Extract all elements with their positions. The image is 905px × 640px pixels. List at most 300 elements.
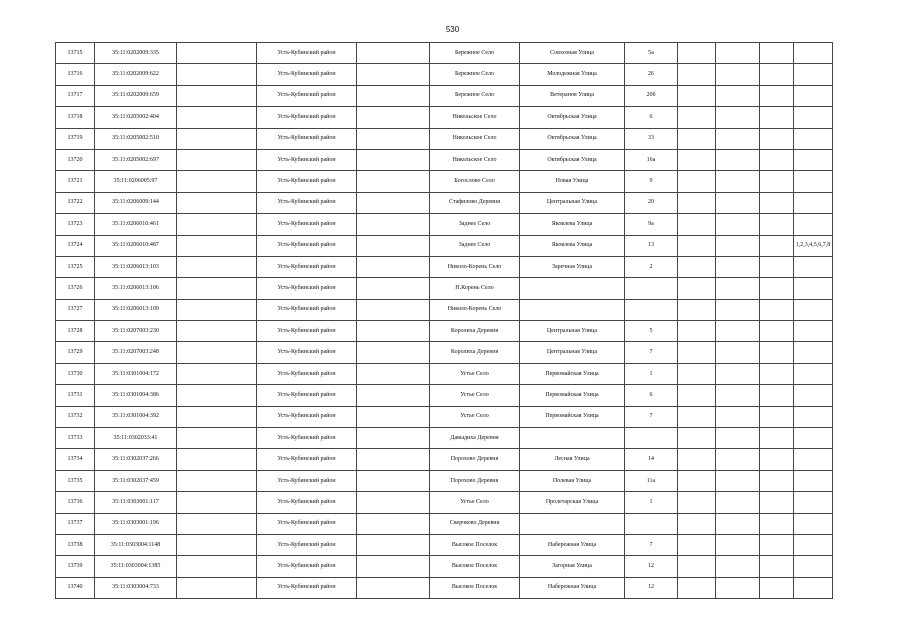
cell-street	[520, 278, 625, 299]
cell-house	[625, 278, 678, 299]
cell-empty	[678, 128, 716, 149]
cell-cadastral-number: 35:11:0301004:172	[95, 363, 177, 384]
cell-empty	[716, 43, 760, 64]
cell-empty	[760, 385, 794, 406]
cell-empty	[716, 342, 760, 363]
cell-empty	[177, 534, 257, 555]
cell-district: Усть-Кубинский район	[257, 256, 357, 277]
table-row	[56, 299, 833, 320]
cell-street: Ветеранов Улица	[520, 85, 625, 106]
cell-district: Усть-Кубинский район	[257, 321, 357, 342]
cell-house: 26	[625, 64, 678, 85]
cell-settlement: Высокое Поселок	[430, 534, 520, 555]
cell-settlement: Порохово Деревня	[430, 449, 520, 470]
cell-note	[794, 278, 833, 299]
cell-number: 13720	[56, 149, 95, 170]
cell-empty	[357, 363, 430, 384]
cell-settlement: Николо-Корень Село	[430, 256, 520, 277]
cell-empty	[177, 406, 257, 427]
cell-empty	[716, 149, 760, 170]
cell-settlement: Заднее Село	[430, 235, 520, 256]
cell-empty	[678, 235, 716, 256]
cell-empty	[760, 321, 794, 342]
cell-empty	[716, 428, 760, 449]
cell-number: 13735	[56, 470, 95, 491]
cell-settlement: Н.Корень Село	[430, 278, 520, 299]
cell-house	[625, 299, 678, 320]
cell-empty	[177, 492, 257, 513]
table-row	[56, 192, 833, 213]
cell-number: 13731	[56, 385, 95, 406]
cell-street: Пролетарская Улица	[520, 492, 625, 513]
cell-empty	[760, 342, 794, 363]
cell-empty	[760, 406, 794, 427]
cell-empty	[357, 171, 430, 192]
cell-house: 12	[625, 556, 678, 577]
cell-house: 11а	[625, 470, 678, 491]
cell-empty	[357, 128, 430, 149]
cell-district: Усть-Кубинский район	[257, 192, 357, 213]
cell-street: Новая Улица	[520, 171, 625, 192]
cell-empty	[716, 556, 760, 577]
cell-cadastral-number: 35:11:0207003:230	[95, 321, 177, 342]
cell-note	[794, 470, 833, 491]
cell-empty	[357, 492, 430, 513]
cell-note	[794, 321, 833, 342]
cell-cadastral-number: 35:11:0206013:109	[95, 299, 177, 320]
cell-settlement: Высокое Поселок	[430, 577, 520, 598]
cell-district: Усть-Кубинский район	[257, 470, 357, 491]
cell-empty	[760, 256, 794, 277]
table-row	[56, 214, 833, 235]
cell-empty	[357, 406, 430, 427]
cell-empty	[716, 492, 760, 513]
cell-cadastral-number: 35:11:0206013:103	[95, 256, 177, 277]
cell-cadastral-number: 35:11:0206010:487	[95, 235, 177, 256]
cell-note: 1,2,3,4,5,6,7,8	[794, 235, 833, 256]
cell-empty	[716, 278, 760, 299]
cell-number: 13726	[56, 278, 95, 299]
cell-district: Усть-Кубинский район	[257, 107, 357, 128]
cell-cadastral-number: 35:11:0302033:41	[95, 428, 177, 449]
cell-empty	[357, 534, 430, 555]
cell-empty	[357, 85, 430, 106]
cell-note	[794, 192, 833, 213]
cell-cadastral-number: 35:11:0206009:144	[95, 192, 177, 213]
cell-empty	[177, 171, 257, 192]
page-number: 530	[445, 25, 460, 34]
cell-empty	[357, 470, 430, 491]
cell-note	[794, 513, 833, 534]
cell-empty	[678, 556, 716, 577]
cell-number: 13716	[56, 64, 95, 85]
cell-note	[794, 556, 833, 577]
cell-empty	[177, 192, 257, 213]
cell-street: Полевая Улица	[520, 470, 625, 491]
cell-cadastral-number: 35:11:0302037:266	[95, 449, 177, 470]
table-row	[56, 385, 833, 406]
cell-street: Молодежная Улица	[520, 64, 625, 85]
cell-empty	[716, 64, 760, 85]
cell-cadastral-number: 35:11:0202009:622	[95, 64, 177, 85]
cell-empty	[678, 85, 716, 106]
cell-number: 13724	[56, 235, 95, 256]
table-row	[56, 43, 833, 64]
cell-settlement: Устье Село	[430, 406, 520, 427]
cell-settlement: Устье Село	[430, 492, 520, 513]
cell-empty	[177, 256, 257, 277]
cell-empty	[678, 278, 716, 299]
cell-empty	[177, 321, 257, 342]
cell-empty	[678, 256, 716, 277]
cell-empty	[678, 43, 716, 64]
cell-house: 7	[625, 534, 678, 555]
cell-street: Октябрьская Улица	[520, 107, 625, 128]
cell-empty	[716, 192, 760, 213]
cell-empty	[760, 43, 794, 64]
table-row	[56, 513, 833, 534]
cell-empty	[716, 577, 760, 598]
cell-empty	[357, 342, 430, 363]
cell-empty	[760, 214, 794, 235]
cell-empty	[760, 449, 794, 470]
cell-district: Усть-Кубинский район	[257, 556, 357, 577]
cell-note	[794, 449, 833, 470]
cell-settlement: Богослово Село	[430, 171, 520, 192]
cell-empty	[716, 470, 760, 491]
cell-empty	[678, 171, 716, 192]
cell-number: 13725	[56, 256, 95, 277]
cell-empty	[760, 513, 794, 534]
cell-empty	[357, 299, 430, 320]
cell-empty	[760, 492, 794, 513]
cell-empty	[357, 321, 430, 342]
table-row	[56, 235, 833, 256]
cell-cadastral-number: 35:11:0303001:196	[95, 513, 177, 534]
cell-empty	[177, 107, 257, 128]
cell-empty	[357, 214, 430, 235]
cell-street	[520, 428, 625, 449]
cell-street: Лесная Улица	[520, 449, 625, 470]
cell-empty	[177, 577, 257, 598]
cell-settlement: Высокое Поселок	[430, 556, 520, 577]
table-row	[56, 492, 833, 513]
cell-street: Октябрьская Улица	[520, 128, 625, 149]
cell-empty	[716, 256, 760, 277]
cell-number: 13736	[56, 492, 95, 513]
cell-number: 13727	[56, 299, 95, 320]
cell-note	[794, 43, 833, 64]
cell-empty	[716, 321, 760, 342]
table-row	[56, 449, 833, 470]
cell-cadastral-number: 35:11:0301004:392	[95, 406, 177, 427]
cell-empty	[177, 428, 257, 449]
table-row	[56, 321, 833, 342]
cell-street: Яковлева Улица	[520, 214, 625, 235]
cell-house: 16а	[625, 149, 678, 170]
table-row	[56, 64, 833, 85]
cell-number: 13718	[56, 107, 95, 128]
cell-empty	[678, 149, 716, 170]
cell-number: 13721	[56, 171, 95, 192]
cell-empty	[357, 556, 430, 577]
cell-district: Усть-Кубинский район	[257, 449, 357, 470]
cell-empty	[716, 449, 760, 470]
cell-empty	[177, 214, 257, 235]
cell-cadastral-number: 35:11:0205002:404	[95, 107, 177, 128]
cell-number: 13715	[56, 43, 95, 64]
cell-number: 13733	[56, 428, 95, 449]
cell-settlement: Николо-Корень Село	[430, 299, 520, 320]
cell-house: 33	[625, 128, 678, 149]
cell-empty	[716, 214, 760, 235]
cell-empty	[678, 342, 716, 363]
cell-number: 13730	[56, 363, 95, 384]
cell-house: 2	[625, 256, 678, 277]
cell-empty	[678, 470, 716, 491]
cell-empty	[678, 492, 716, 513]
cell-district: Усть-Кубинский район	[257, 149, 357, 170]
cell-settlement: Давыдиха Деревня	[430, 428, 520, 449]
cell-cadastral-number: 35:11:0303004:733	[95, 577, 177, 598]
cell-empty	[177, 449, 257, 470]
cell-empty	[357, 577, 430, 598]
cell-district: Усть-Кубинский район	[257, 171, 357, 192]
cell-house: 6	[625, 385, 678, 406]
cell-district: Усть-Кубинский район	[257, 513, 357, 534]
cell-number: 13732	[56, 406, 95, 427]
cell-number: 13723	[56, 214, 95, 235]
cell-settlement: Сверчково Деревня	[430, 513, 520, 534]
cell-note	[794, 534, 833, 555]
cell-empty	[716, 128, 760, 149]
cell-house: 20б	[625, 85, 678, 106]
cell-empty	[357, 385, 430, 406]
cell-settlement: Заднее Село	[430, 214, 520, 235]
cell-district: Усть-Кубинский район	[257, 64, 357, 85]
cell-empty	[716, 171, 760, 192]
cell-empty	[760, 107, 794, 128]
cell-empty	[357, 235, 430, 256]
cell-note	[794, 406, 833, 427]
cell-note	[794, 85, 833, 106]
cell-cadastral-number: 35:11:0206013:106	[95, 278, 177, 299]
cell-cadastral-number: 35:11:0205002:697	[95, 149, 177, 170]
cell-empty	[716, 385, 760, 406]
cell-note	[794, 128, 833, 149]
cell-district: Усть-Кубинский район	[257, 235, 357, 256]
cell-district: Усть-Кубинский район	[257, 363, 357, 384]
cell-settlement: Устье Село	[430, 363, 520, 384]
cell-district: Усть-Кубинский район	[257, 577, 357, 598]
cell-house: 5а	[625, 43, 678, 64]
cell-empty	[760, 470, 794, 491]
cell-empty	[678, 64, 716, 85]
cell-note	[794, 428, 833, 449]
cell-house	[625, 428, 678, 449]
table-row	[56, 534, 833, 555]
cell-street: Первомайская Улица	[520, 385, 625, 406]
cell-cadastral-number: 35:11:0206010:461	[95, 214, 177, 235]
address-table	[55, 42, 833, 599]
cell-empty	[760, 128, 794, 149]
table-row	[56, 85, 833, 106]
cell-empty	[678, 192, 716, 213]
cell-empty	[760, 278, 794, 299]
cell-empty	[177, 85, 257, 106]
cell-cadastral-number: 35:11:0302037:459	[95, 470, 177, 491]
table-body	[56, 43, 833, 599]
cell-empty	[760, 577, 794, 598]
cell-empty	[678, 321, 716, 342]
cell-empty	[760, 428, 794, 449]
cell-empty	[760, 85, 794, 106]
cell-note	[794, 492, 833, 513]
cell-house: 9а	[625, 214, 678, 235]
cell-cadastral-number: 35:11:0205002:510	[95, 128, 177, 149]
cell-empty	[177, 149, 257, 170]
cell-note	[794, 64, 833, 85]
cell-note	[794, 363, 833, 384]
cell-empty	[357, 513, 430, 534]
cell-empty	[177, 385, 257, 406]
cell-house: 1	[625, 363, 678, 384]
table-row	[56, 256, 833, 277]
cell-empty	[678, 534, 716, 555]
cell-district: Усть-Кубинский район	[257, 428, 357, 449]
cell-district: Усть-Кубинский район	[257, 43, 357, 64]
cell-empty	[716, 85, 760, 106]
cell-empty	[357, 149, 430, 170]
cell-district: Усть-Кубинский район	[257, 492, 357, 513]
cell-number: 13734	[56, 449, 95, 470]
cell-empty	[760, 192, 794, 213]
cell-street: Октябрьская Улица	[520, 149, 625, 170]
cell-street	[520, 513, 625, 534]
cell-street: Набережная Улица	[520, 534, 625, 555]
cell-cadastral-number: 35:11:0303004:1385	[95, 556, 177, 577]
cell-house: 7	[625, 406, 678, 427]
cell-cadastral-number: 35:11:0303001:117	[95, 492, 177, 513]
cell-number: 13739	[56, 556, 95, 577]
cell-house: 7	[625, 342, 678, 363]
cell-number: 13740	[56, 577, 95, 598]
cell-number: 13738	[56, 534, 95, 555]
cell-house: 14	[625, 449, 678, 470]
cell-cadastral-number: 35:11:0303004:1148	[95, 534, 177, 555]
cell-empty	[177, 363, 257, 384]
cell-empty	[678, 385, 716, 406]
table-row	[56, 428, 833, 449]
table-row	[56, 406, 833, 427]
cell-street: Совхозная Улица	[520, 43, 625, 64]
cell-empty	[678, 449, 716, 470]
cell-settlement: Бережное Село	[430, 85, 520, 106]
cell-settlement: Никольское Село	[430, 107, 520, 128]
cell-number: 13717	[56, 85, 95, 106]
table-row	[56, 577, 833, 598]
cell-district: Усть-Кубинский район	[257, 342, 357, 363]
cell-cadastral-number: 35:11:0202009:335	[95, 43, 177, 64]
cell-empty	[357, 278, 430, 299]
table-row	[56, 149, 833, 170]
cell-note	[794, 107, 833, 128]
cell-empty	[678, 428, 716, 449]
cell-street: Центральная Улица	[520, 342, 625, 363]
cell-empty	[177, 513, 257, 534]
cell-house: 13	[625, 235, 678, 256]
cell-house	[625, 513, 678, 534]
table-row	[56, 342, 833, 363]
cell-empty	[177, 43, 257, 64]
cell-settlement: Королиха Деревня	[430, 321, 520, 342]
cell-empty	[678, 363, 716, 384]
cell-settlement: Бережное Село	[430, 43, 520, 64]
table-row	[56, 363, 833, 384]
cell-settlement: Королиха Деревня	[430, 342, 520, 363]
cell-empty	[760, 171, 794, 192]
cell-street: Заречная Улица	[520, 256, 625, 277]
cell-street	[520, 299, 625, 320]
cell-note	[794, 577, 833, 598]
cell-street: Первомайская Улица	[520, 363, 625, 384]
cell-empty	[177, 299, 257, 320]
cell-district: Усть-Кубинский район	[257, 128, 357, 149]
cell-empty	[357, 43, 430, 64]
cell-empty	[760, 534, 794, 555]
cell-number: 13728	[56, 321, 95, 342]
cell-empty	[760, 235, 794, 256]
cell-street: Яковлева Улица	[520, 235, 625, 256]
cell-district: Усть-Кубинский район	[257, 534, 357, 555]
cell-empty	[716, 107, 760, 128]
table-row	[56, 278, 833, 299]
cell-note	[794, 214, 833, 235]
cell-empty	[678, 406, 716, 427]
cell-empty	[357, 64, 430, 85]
cell-empty	[716, 363, 760, 384]
cell-empty	[716, 513, 760, 534]
cell-house: 20	[625, 192, 678, 213]
cell-settlement: Порохово Деревня	[430, 470, 520, 491]
cell-empty	[678, 299, 716, 320]
cell-district: Усть-Кубинский район	[257, 85, 357, 106]
cell-note	[794, 171, 833, 192]
cell-settlement: Бережное Село	[430, 64, 520, 85]
cell-note	[794, 342, 833, 363]
cell-house: 5	[625, 321, 678, 342]
cell-empty	[177, 235, 257, 256]
cell-empty	[716, 235, 760, 256]
cell-empty	[177, 64, 257, 85]
cell-settlement: Устье Село	[430, 385, 520, 406]
cell-district: Усть-Кубинский район	[257, 406, 357, 427]
cell-district: Усть-Кубинский район	[257, 214, 357, 235]
cell-district: Усть-Кубинский район	[257, 385, 357, 406]
cell-empty	[760, 363, 794, 384]
cell-district: Усть-Кубинский район	[257, 278, 357, 299]
cell-empty	[760, 64, 794, 85]
cell-street: Набережная Улица	[520, 577, 625, 598]
cell-house: 1	[625, 492, 678, 513]
cell-note	[794, 299, 833, 320]
cell-district: Усть-Кубинский район	[257, 299, 357, 320]
cell-empty	[760, 299, 794, 320]
cell-street: Центральная Улица	[520, 192, 625, 213]
table-row	[56, 171, 833, 192]
cell-house: 9	[625, 171, 678, 192]
table-row	[56, 107, 833, 128]
